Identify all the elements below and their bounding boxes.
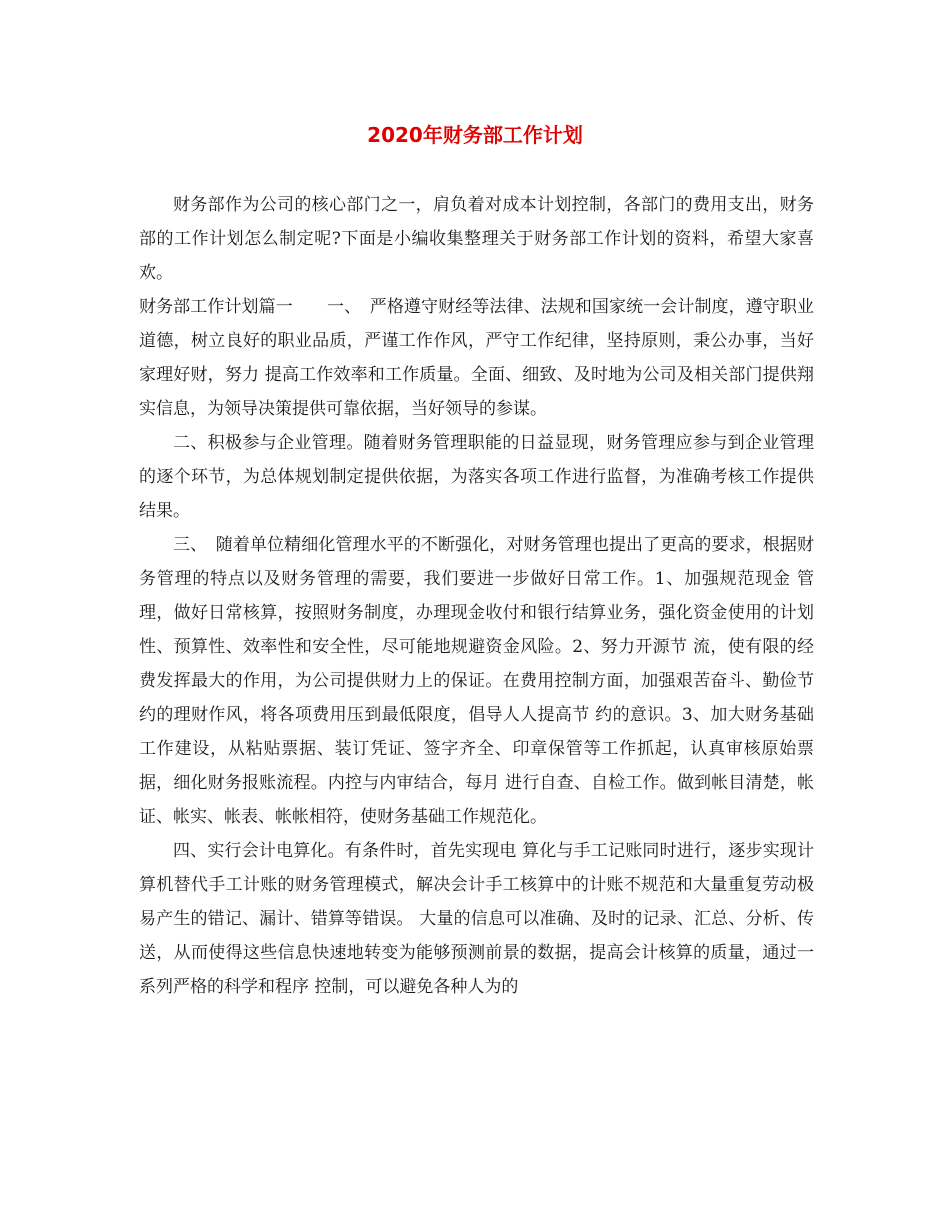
document-title: 2020年财务部工作计划 [367,123,583,147]
paragraph-plan-part-three: 三、 随着单位精细化管理水平的不断强化，对财务管理也提出了更高的要求，根据财务管理的特点以及财务管理的需要，我们要进一步做好日常工作。1、加强规范现金 管理，做好日常核算，按照财务制度，办理现金收付和银行结算业务，强化资金使用的计划性、预算性、效率性和安全性，尽可能地规避资金风险。2、努力开源节 流，使有限的经费发挥最大的作用，为公司提供财力上的保证。在费用控制方面，加强艰苦奋斗、勤俭节约的理财作风，将各项费用压到最低限度，倡导人人提高节 约的意识。3、加大财务基础工作建设，从粘贴票据、装订凭证、签字齐全、印章保管等工作抓起，认真审核原始票据，细化财务报账流程。内控与内审结合，每月 进行自查、自检工作。做到帐目清楚，帐证、帐实、帐表、帐帐相符，使财务基础工作规范化。 [139,535,814,827]
paragraph-intro: 财务部作为公司的核心部门之一，肩负着对成本计划控制，各部门的费用支出，财务部的工作计划怎么制定呢?下面是小编收集整理关于财务部工作计划的资料，希望大家喜欢。 [139,195,814,283]
paragraph-plan-part-two: 二、积极参与企业管理。随着财务管理职能的日益显现，财务管理应参与到企业管理的逐个环节，为总体规划制定提供依据，为落实各项工作进行监督，为准确考核工作提供结果。 [139,433,814,521]
document-body [139,188,814,1004]
paragraph-plan-part-one: 财务部工作计划篇一 一、 严格遵守财经等法律、法规和国家统一会计制度，遵守职业道德，树立良好的职业品质，严谨工作作风，严守工作纪律，坚持原则，秉公办事，当好家理好财，努力 提高工作效率和工作质量。全面、细致、及时地为公司及相关部门提供翔实信息，为领导决策提供可靠依据，当好领导的参谋。 [139,297,814,419]
paragraph-plan-part-four: 四、实行会计电算化。有条件时，首先实现电 算化与手工记账同时进行，逐步实现计算机替代手工计账的财务管理模式，解决会计手工核算中的计账不规范和大量重复劳动极易产生的错记、漏计、错算等错误。 大量的信息可以准确、及时的记录、汇总、分析、传送，从而使得这些信息快速地转变为能够预测前景的数据，提高会计核算的质量，通过一系列严格的科学和程序 控制，可以避免各种人为的 [139,841,814,997]
